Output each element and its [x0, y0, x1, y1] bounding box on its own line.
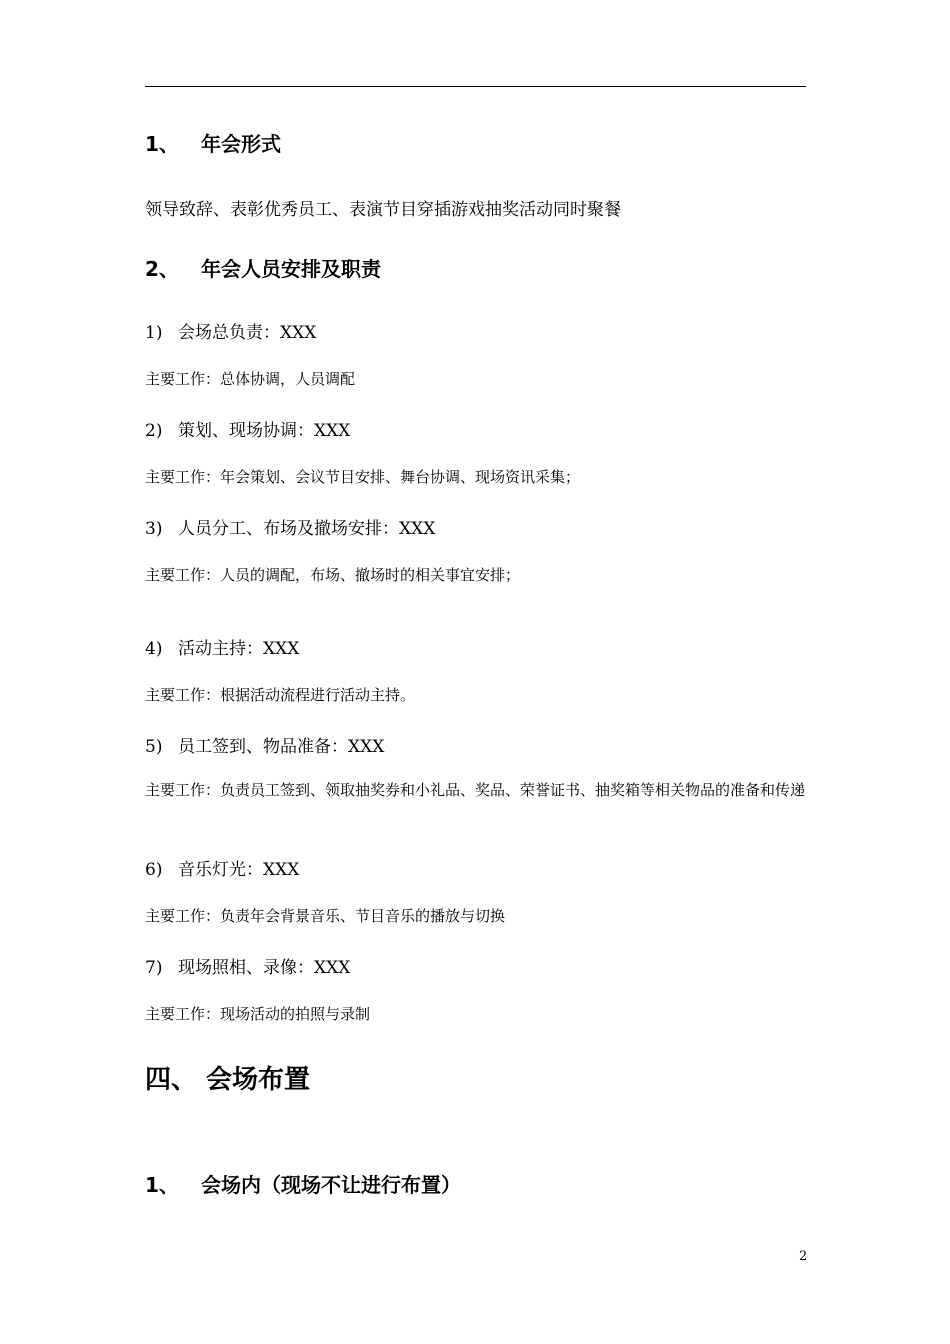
section-title: 年会人员安排及职责	[201, 257, 381, 281]
role-label: 活动主持：XXX	[178, 639, 300, 659]
role-label: 策划、现场协调：XXX	[178, 421, 351, 441]
section-title: 会场内（现场不让进行布置）	[201, 1173, 461, 1197]
role-item	[145, 953, 350, 978]
section-number: 2、	[145, 257, 179, 281]
role-number: 3)	[145, 519, 163, 539]
role-label: 现场照相、录像：XXX	[178, 958, 351, 978]
role-item	[145, 416, 350, 441]
chapter-heading-venue: 四、 会场布置	[145, 1065, 311, 1095]
section-heading-staff	[145, 253, 381, 282]
header-rule	[145, 86, 806, 87]
role-label: 会场总负责：XXX	[178, 323, 317, 343]
role-item	[145, 634, 299, 659]
role-number: 7)	[145, 958, 163, 978]
page-number: 2	[799, 1249, 808, 1264]
role-duty: 主要工作：负责年会背景音乐、节目音乐的播放与切换	[145, 907, 506, 925]
section-heading-venue-inside	[145, 1169, 461, 1198]
role-number: 6)	[145, 860, 163, 880]
section-number: 1、	[145, 1173, 179, 1197]
role-number: 5)	[145, 737, 163, 757]
role-label: 人员分工、布场及撤场安排：XXX	[178, 519, 436, 539]
section-heading-format	[145, 128, 281, 157]
role-item	[145, 855, 299, 880]
role-duty: 主要工作：现场活动的拍照与录制	[145, 1005, 371, 1023]
role-duty: 主要工作：负责员工签到、领取抽奖券和小礼品、奖品、荣誉证书、抽奖箱等相关物品的准备和传递	[145, 781, 806, 799]
section-number: 1、	[145, 132, 179, 156]
role-item	[145, 514, 435, 539]
role-duty: 主要工作：年会策划、会议节目安排、舞台协调、现场资讯采集；	[145, 468, 581, 486]
role-number: 1)	[145, 323, 163, 343]
role-duty: 主要工作：人员的调配，布场、撤场时的相关事宜安排；	[145, 566, 521, 584]
role-number: 4)	[145, 639, 163, 659]
role-label: 员工签到、物品准备：XXX	[178, 737, 385, 757]
role-item	[145, 318, 316, 343]
role-duty: 主要工作：总体协调，人员调配	[145, 370, 356, 388]
format-description: 领导致辞、表彰优秀员工、表演节目穿插游戏抽奖活动同时聚餐	[145, 200, 621, 220]
role-duty: 主要工作：根据活动流程进行活动主持。	[145, 686, 416, 704]
role-item	[145, 732, 384, 757]
section-title: 年会形式	[201, 132, 281, 156]
role-label: 音乐灯光：XXX	[178, 860, 300, 880]
role-number: 2)	[145, 421, 163, 441]
